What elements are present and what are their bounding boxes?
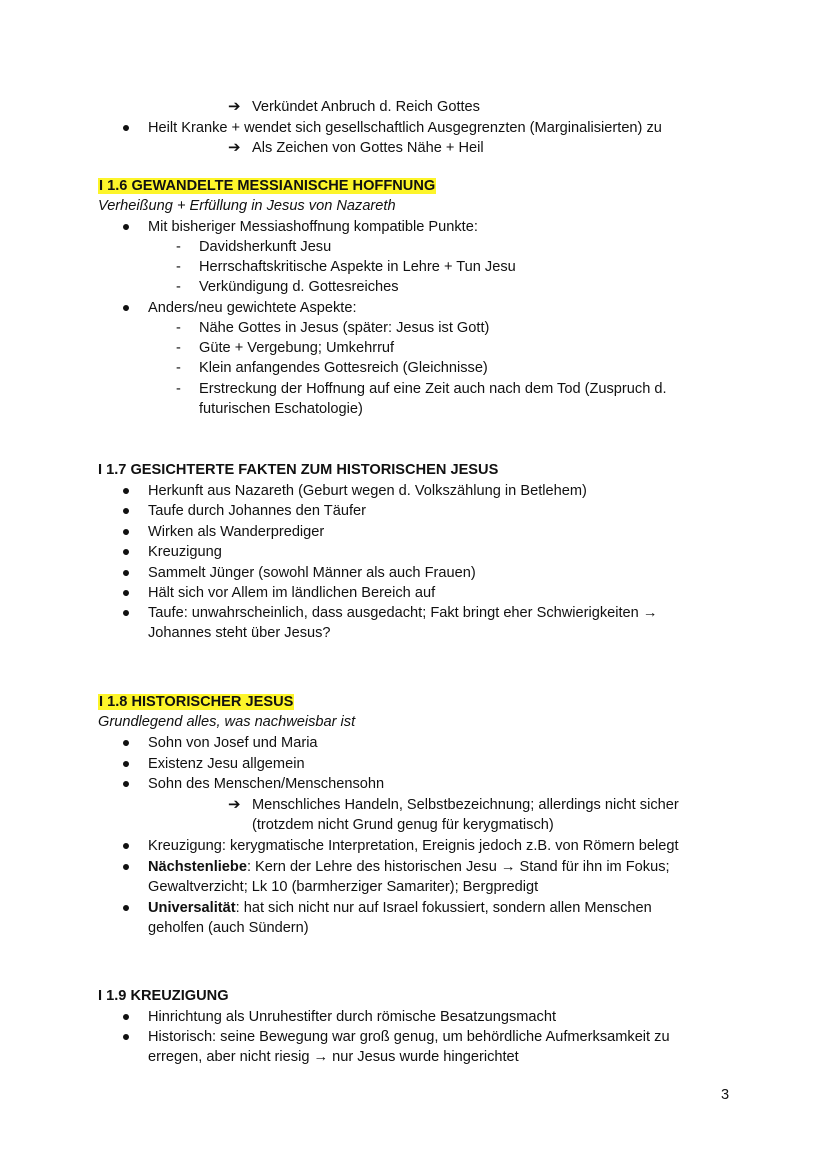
heading-highlight: I 1.6 GEWANDELTE MESSIANISCHE HOFFNUNG (99, 178, 436, 194)
arrow-icon: ➔ (228, 139, 241, 156)
page-number: 3 (721, 1087, 730, 1103)
section-heading-1-7: I 1.7 GESICHTERTE FAKTEN ZUM HISTORISCHEN JESUS (98, 462, 499, 478)
dash-item-continuation: futurischen Eschatologie) (199, 401, 363, 417)
bullet-icon (123, 740, 129, 746)
bullet-item: Sammelt Jünger (sowohl Männer als auch Frauen) (148, 565, 476, 581)
dash-icon: - (176, 340, 181, 356)
section-heading-1-6 (98, 176, 436, 196)
arrow-item: Verkündet Anbruch d. Reich Gottes (252, 99, 480, 115)
bullet-icon (123, 549, 129, 555)
bullet-icon (123, 761, 129, 767)
arrow-item: Menschliches Handeln, Selbstbezeichnung; allerdings nicht sicher (252, 797, 679, 813)
bullet-item: Anders/neu gewichtete Aspekte: (148, 300, 357, 316)
bullet-item: Taufe durch Johannes den Täufer (148, 503, 366, 519)
dash-item: Verkündigung d. Gottesreiches (199, 279, 399, 295)
bullet-icon (123, 905, 129, 911)
bullet-item-continuation: geholfen (auch Sündern) (148, 920, 309, 936)
bullet-text: : hat sich nicht nur auf Israel fokussiert, sondern allen Menschen (235, 900, 652, 916)
arrow-item: Als Zeichen von Gottes Nähe + Heil (252, 140, 484, 156)
bullet-item-continuation: erregen, aber nicht riesig → nur Jesus wurde hingerichtet (148, 1049, 519, 1065)
dash-item: Güte + Vergebung; Umkehrruf (199, 340, 395, 356)
bullet-icon (123, 1014, 129, 1020)
dash-icon: - (176, 381, 181, 397)
bullet-item: Mit bisheriger Messiashoffnung kompatible Punkte: (148, 219, 478, 235)
bullet-icon (123, 570, 129, 576)
section-subtitle: Grundlegend alles, was nachweisbar ist (98, 714, 356, 730)
bullet-item: Kreuzigung (148, 544, 222, 560)
bullet-item (148, 898, 652, 918)
section-heading-1-9: I 1.9 KREUZIGUNG (98, 988, 229, 1004)
arrow-item-continuation: (trotzdem nicht Grund genug für kerygmatisch) (252, 817, 554, 833)
dash-item: Herrschaftskritische Aspekte in Lehre + Tun Jesu (199, 259, 516, 275)
bullet-icon (123, 610, 129, 616)
bullet-icon (123, 488, 129, 494)
dash-icon: - (176, 259, 181, 275)
bullet-icon (123, 224, 129, 230)
bullet-icon (123, 305, 129, 311)
bullet-item: Historisch: seine Bewegung war groß genug, um behördliche Aufmerksamkeit zu (148, 1029, 670, 1045)
bullet-item (148, 857, 670, 877)
bullet-item: Existenz Jesu allgemein (148, 756, 305, 772)
bullet-item-continuation: Johannes steht über Jesus? (148, 625, 331, 641)
bullet-icon (123, 529, 129, 535)
bullet-icon (123, 1034, 129, 1040)
dash-icon: - (176, 320, 181, 336)
bullet-item: Kreuzigung: kerygmatische Interpretation, Ereignis jedoch z.B. von Römern belegt (148, 838, 679, 854)
bullet-text: : Kern der Lehre des historischen Jesu → Stand für ihn im Fokus; (246, 859, 670, 875)
bold-term: Nächstenliebe (148, 859, 247, 875)
dash-item: Davidsherkunft Jesu (199, 239, 332, 255)
dash-icon: - (176, 360, 181, 376)
bullet-icon (123, 508, 129, 514)
bullet-item: Sohn von Josef und Maria (148, 735, 318, 751)
bullet-icon (123, 864, 129, 870)
bullet-item: Hält sich vor Allem im ländlichen Bereich auf (148, 585, 436, 601)
bullet-icon (123, 843, 129, 849)
bullet-item: Herkunft aus Nazareth (Geburt wegen d. Volkszählung in Betlehem) (148, 483, 587, 499)
bullet-item: Hinrichtung als Unruhestifter durch römische Besatzungsmacht (148, 1009, 556, 1025)
bullet-item: Sohn des Menschen/Menschensohn (148, 776, 385, 792)
dash-item: Erstreckung der Hoffnung auf eine Zeit auch nach dem Tod (Zuspruch d. (199, 381, 667, 397)
bullet-item: Wirken als Wanderprediger (148, 524, 325, 540)
section-subtitle: Verheißung + Erfüllung in Jesus von Nazareth (98, 198, 396, 214)
section-heading-1-8 (98, 692, 294, 712)
bullet-item-continuation: Gewaltverzicht; Lk 10 (barmherziger Samariter); Bergpredigt (148, 879, 539, 895)
bullet-icon (123, 125, 129, 131)
dash-icon: - (176, 239, 181, 255)
bullet-icon (123, 781, 129, 787)
heading-highlight: I 1.8 HISTORISCHER JESUS (99, 694, 294, 710)
bullet-item: Heilt Kranke + wendet sich gesellschaftlich Ausgegrenzten (Marginalisierten) zu (148, 120, 662, 136)
arrow-icon: ➔ (228, 98, 241, 115)
arrow-icon: ➔ (228, 796, 241, 813)
bold-term: Universalität (148, 900, 236, 916)
dash-icon: - (176, 279, 181, 295)
bullet-item: Taufe: unwahrscheinlich, dass ausgedacht; Fakt bringt eher Schwierigkeiten → (148, 605, 658, 621)
dash-item: Klein anfangendes Gottesreich (Gleichnisse) (199, 360, 488, 376)
bullet-icon (123, 590, 129, 596)
dash-item: Nähe Gottes in Jesus (später: Jesus ist Gott) (199, 320, 490, 336)
